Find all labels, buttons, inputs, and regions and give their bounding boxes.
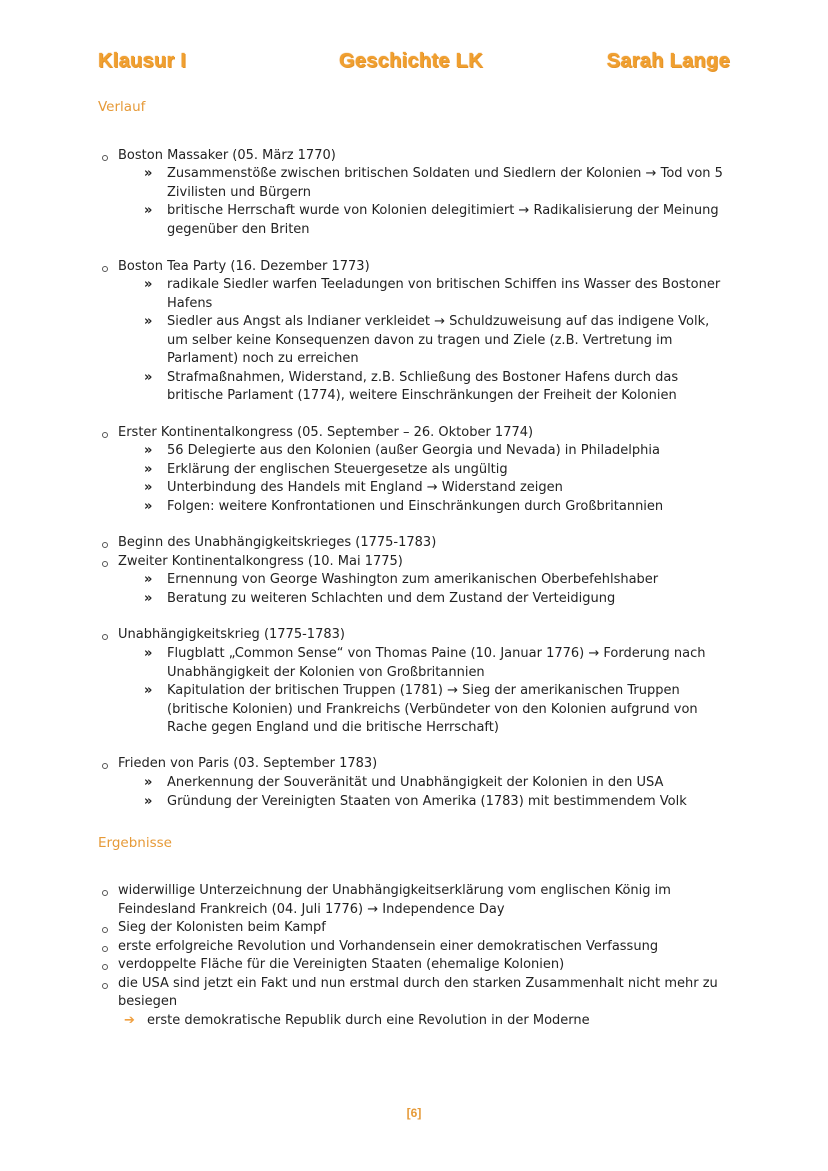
- list-item-title: Unabhängigkeitskrieg (1775-1783): [118, 627, 345, 642]
- page-number: [6]: [406, 1106, 422, 1120]
- list-item-title: Erster Kontinentalkongress (05. September – 26. Oktober 1774): [118, 425, 534, 440]
- circle-bullet-icon: [102, 266, 108, 272]
- list-item: verdoppelte Fläche für die Vereinigten Staaten (ehemalige Kolonien): [118, 957, 565, 972]
- list-item-title: Beginn des Unabhängigkeitskrieges (1775-1783): [118, 535, 437, 550]
- circle-bullet-icon: [102, 927, 108, 933]
- double-chevron-icon: »: [144, 683, 153, 698]
- sub-item-cont: britische Parlament (1774), weitere Einschränkungen der Freiheit der Kolonien: [167, 388, 677, 403]
- sub-item-cont: Unabhängigkeit der Kolonien von Großbritannien: [167, 664, 485, 680]
- double-chevron-icon: »: [144, 498, 153, 514]
- circle-bullet-icon: [102, 561, 108, 567]
- header-author: Sarah Lange: [606, 50, 730, 72]
- double-chevron-icon: »: [144, 314, 153, 329]
- sub-item-cont: Hafens: [167, 295, 213, 311]
- header-exam-title: Klausur I: [98, 50, 187, 72]
- circle-bullet-icon: [102, 542, 108, 548]
- circle-bullet-icon: [102, 634, 108, 640]
- double-chevron-icon: »: [144, 277, 153, 292]
- sub-item: Flugblatt „Common Sense“ von Thomas Paine (10. Januar 1776) → Forderung nach: [167, 646, 706, 661]
- list-item-title: Zweiter Kontinentalkongress (10. Mai 1775): [118, 554, 403, 569]
- sub-item: Siedler aus Angst als Indianer verkleidet → Schuldzuweisung auf das indigene Volk,: [167, 314, 710, 329]
- list-item-cont: besiegen: [118, 994, 178, 1009]
- sub-item: Unterbindung des Handels mit England → Widerstand zeigen: [167, 480, 563, 495]
- section-heading-ergebnisse: Ergebnisse: [98, 835, 172, 851]
- conclusion-item: erste demokratische Republik durch eine Revolution in der Moderne: [147, 1012, 590, 1028]
- double-chevron-icon: »: [144, 775, 153, 790]
- double-chevron-icon: »: [144, 646, 153, 661]
- list-item-title: Frieden von Paris (03. September 1783): [118, 756, 378, 771]
- sub-item: Ernennung von George Washington zum amerikanischen Oberbefehlshaber: [167, 572, 659, 587]
- header-subject: Geschichte LK: [339, 50, 483, 72]
- sub-item: Kapitulation der britischen Truppen (1781) → Sieg der amerikanischen Truppen: [167, 683, 680, 698]
- circle-bullet-icon: [102, 946, 108, 952]
- circle-bullet-icon: [102, 890, 108, 896]
- sub-item-cont: Zivilisten und Bürgern: [167, 184, 312, 200]
- sub-item: Beratung zu weiteren Schlachten und dem Zustand der Verteidigung: [167, 590, 616, 606]
- sub-item: Folgen: weitere Konfrontationen und Einschränkungen durch Großbritannien: [167, 498, 664, 514]
- sub-item: Strafmaßnahmen, Widerstand, z.B. Schließung des Bostoner Hafens durch das: [167, 369, 679, 385]
- list-item-cont: Feindesland Frankreich (04. Juli 1776) → Independence Day: [118, 901, 505, 917]
- double-chevron-icon: »: [144, 369, 153, 385]
- double-chevron-icon: »: [144, 572, 153, 587]
- circle-bullet-icon: [102, 964, 108, 970]
- sub-item-cont: Rache gegen England und die britische Herrschaft): [167, 720, 499, 735]
- list-item-title: Boston Tea Party (16. Dezember 1773): [118, 259, 370, 274]
- circle-bullet-icon: [102, 763, 108, 769]
- sub-item: radikale Siedler warfen Teeladungen von britischen Schiffen ins Wasser des Bostoner: [167, 277, 721, 292]
- sub-item: 56 Delegierte aus den Kolonien (außer Georgia und Nevada) in Philadelphia: [167, 443, 660, 458]
- list-item: Sieg der Kolonisten beim Kampf: [118, 920, 326, 935]
- sub-item: britische Herrschaft wurde von Kolonien delegitimiert → Radikalisierung der Meinung: [167, 203, 719, 218]
- list-item: die USA sind jetzt ein Fakt und nun erstmal durch den starken Zusammenhalt nicht mehr zu: [118, 975, 718, 991]
- sub-item-cont: gegenüber den Briten: [167, 221, 310, 237]
- arrow-right-icon: ➔: [124, 1012, 135, 1028]
- sub-item: Zusammenstöße zwischen britischen Soldaten und Siedlern der Kolonien → Tod von 5: [167, 166, 723, 181]
- double-chevron-icon: »: [144, 166, 153, 181]
- page-header: [98, 50, 730, 76]
- circle-bullet-icon: [102, 983, 108, 989]
- double-chevron-icon: »: [144, 443, 153, 458]
- sub-item: Anerkennung der Souveränität und Unabhängigkeit der Kolonien in den USA: [167, 775, 664, 790]
- double-chevron-icon: »: [144, 793, 153, 809]
- double-chevron-icon: »: [144, 480, 153, 495]
- list-item-title: Boston Massaker (05. März 1770): [118, 148, 336, 163]
- sub-item: Gründung der Vereinigten Staaten von Amerika (1783) mit bestimmendem Volk: [167, 793, 687, 809]
- sub-item-cont: (britische Kolonien) und Frankreichs (Verbündeter von den Kolonien aufgrund von: [167, 701, 698, 717]
- sub-item-cont: Parlament) noch zu erreichen: [167, 351, 359, 366]
- sub-item: Erklärung der englischen Steuergesetze als ungültig: [167, 461, 508, 477]
- list-item: erste erfolgreiche Revolution und Vorhandensein einer demokratischen Verfassung: [118, 938, 659, 954]
- section-heading-verlauf: Verlauf: [98, 99, 146, 115]
- double-chevron-icon: »: [144, 203, 153, 218]
- sub-item-cont: um selber keine Konsequenzen davon zu tragen und Ziele (z.B. Vertretung im: [167, 332, 673, 348]
- circle-bullet-icon: [102, 432, 108, 438]
- list-item: widerwillige Unterzeichnung der Unabhängigkeitserklärung vom englischen König im: [118, 883, 671, 898]
- double-chevron-icon: »: [144, 590, 153, 606]
- double-chevron-icon: »: [144, 461, 153, 477]
- circle-bullet-icon: [102, 155, 108, 161]
